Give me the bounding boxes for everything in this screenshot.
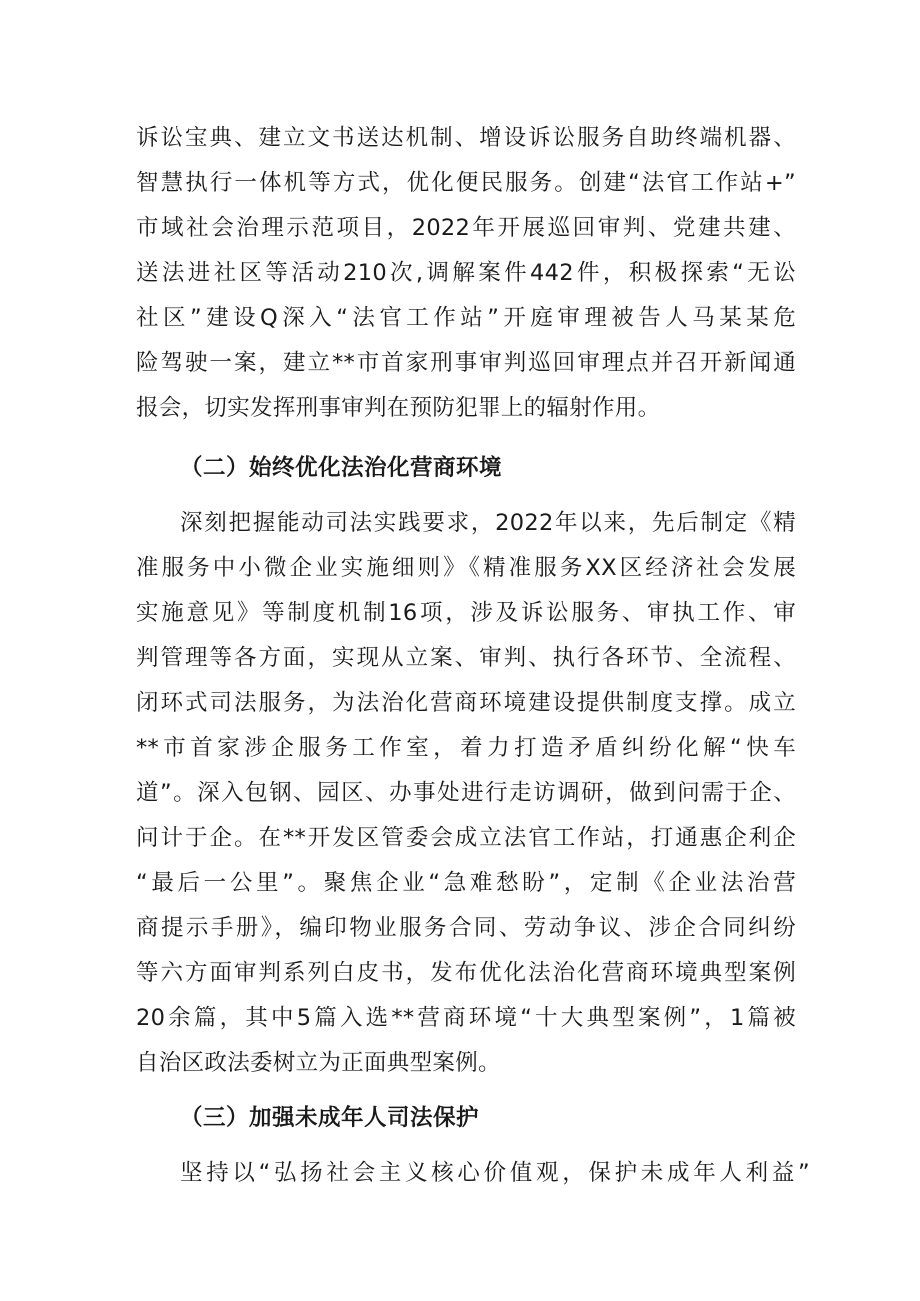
paragraph-line: 诉讼宝典、建立文书送达机制、增设诉讼服务自助终端机器、 [136,125,796,151]
paragraph-line: 险驾驶一案，建立**市首家刑事审判巡回审理点并召开新闻通 [136,350,796,376]
paragraph-line: **市首家涉企服务工作室，着力打造矛盾纠纷化解“快车 [136,735,796,761]
paragraph-line: 商提示手册》，编印物业服务合同、劳动争议、涉企合同纠纷 [136,915,796,941]
paragraph-line: “最后一公里”。聚焦企业“急难愁盼”，定制《企业法治营 [136,870,796,896]
paragraph-line: 社区”建设Q深入“法官工作站”开庭审理被告人马某某危 [136,305,796,331]
paragraph-line: 坚持以“弘扬社会主义核心价值观，保护未成年人利益” [180,1160,810,1186]
section-heading: （三）加强未成年人司法保护 [180,1105,480,1131]
paragraph-line: 实施意见》等制度机制16项，涉及诉讼服务、审执工作、审 [136,600,796,626]
paragraph-line: 智慧执行一体机等方式，优化便民服务。创建“法官工作站+” [136,170,796,196]
paragraph-line: 自治区政法委树立为正面典型案例。 [136,1050,501,1076]
paragraph-line: 准服务中小微企业实施细则》《精准服务XX区经济社会发展 [136,555,796,581]
paragraph-line: 道”。深入包钢、园区、办事处进行走访调研，做到问需于企、 [136,780,796,806]
paragraph-line: 报会，切实发挥刑事审判在预防犯罪上的辐射作用。 [136,395,661,421]
paragraph-line: 判管理等各方面，实现从立案、审判、执行各环节、全流程、 [136,645,796,671]
paragraph-line: 市域社会治理示范项目，2022年开展巡回审判、党建共建、 [136,215,796,241]
paragraph-line: 深刻把握能动司法实践要求，2022年以来，先后制定《精 [180,510,796,536]
paragraph-line: 问计于企。在**开发区管委会成立法官工作站，打通惠企利企 [136,825,796,851]
paragraph-line: 20余篇，其中5篇入选**营商环境“十大典型案例”，1篇被 [136,1005,796,1031]
section-heading: （二）始终优化法治化营商环境 [180,455,503,481]
paragraph-line: 闭环式司法服务，为法治化营商环境建设提供制度支撑。成立 [136,690,796,716]
paragraph-line: 送法进社区等活动210次,调解案件442件，积极探索“无讼 [136,260,796,286]
paragraph-line: 等六方面审判系列白皮书，发布优化法治化营商环境典型案例 [136,960,796,986]
